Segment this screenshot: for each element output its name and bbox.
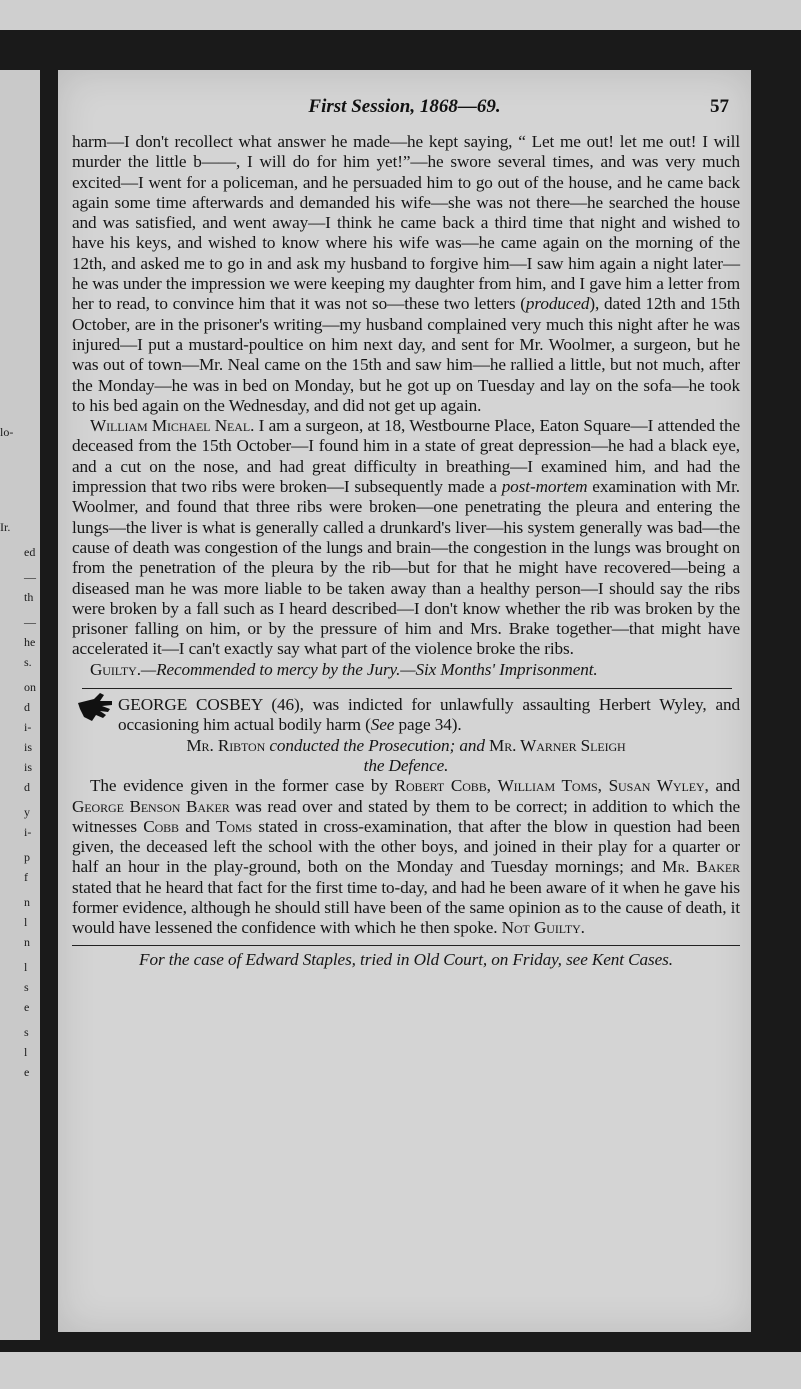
- evidence-paragraph: [72, 776, 740, 938]
- section-divider: [82, 688, 732, 689]
- testimony-text-3: ), dated 12th and 15th October, are in the prisoner's writing—my husband complained very much this night after he was injured—I put a mustard-poultice on him next day, and sent for Mr. Woolmer, a surgeon, but he was out of town—Mr. Neal came on the 15th and saw him—he rallied a little, but not much, after the Monday—he was in bed on Monday, but he got up on Tuesday and lay on the sofa—he took to his bed again on the Wednesday, and did not get up again.: [72, 294, 740, 415]
- footnote-divider: [72, 945, 740, 946]
- testimony-text: harm—I don't recollect what answer he made—he kept saying, “ Let me out! let me out! I will murder the little b——, I will do for him yet!”—he swore several times, and was very much excited—I went for a policeman, and he persuaded him to go out of the house, and he came back again some time afterwards and demanded his wife—she was not there—he searched the house and was satisfied, and went away—I think he came back a third time that night and wished to have his keys, and wished to know where his wife was—he came again on the morning of the 12th, and asked me to go in and ask my husband to forgive him—I saw him again a night later—he was under the impression we were keeping my daughter from him, and I gave him a letter from her to read, to convince him that it was not so—: [72, 132, 740, 314]
- name-cobb: Robert Cobb: [394, 776, 487, 796]
- page-body: [72, 132, 740, 970]
- facing-page-text: y: [24, 805, 30, 819]
- counsel-text: conducted the Prosecution; and: [265, 735, 490, 755]
- name-wyley: Susan Wyley: [608, 776, 705, 796]
- facing-page-text: on: [24, 680, 36, 694]
- facing-page-text: he: [24, 635, 36, 649]
- facing-page-text: ed: [24, 545, 36, 559]
- facing-page-text: d: [24, 700, 30, 714]
- running-head: First Session, 1868—69.: [308, 96, 501, 117]
- facing-page-text: l: [24, 915, 28, 929]
- witness-paragraph: [72, 416, 740, 660]
- document-page: [58, 70, 751, 1332]
- facing-page-text: p: [24, 850, 30, 864]
- facing-page-text: l: [24, 960, 28, 974]
- facing-page-text: is: [24, 760, 33, 774]
- prosecution-counsel: Mr. Ribton: [186, 735, 266, 755]
- facing-page-text: th: [24, 590, 34, 604]
- witness-name: William Michael Neal.: [90, 416, 255, 436]
- case-heading: [72, 695, 740, 736]
- page-header: [58, 96, 751, 120]
- hand-pointer-icon: [76, 691, 116, 723]
- testimony-paragraph: [72, 132, 740, 416]
- page-number: 57: [710, 96, 729, 117]
- testimony-text-2: these two letters (: [404, 294, 526, 314]
- facing-page-text: is: [24, 740, 33, 754]
- facing-page-text: e: [24, 1065, 30, 1079]
- case-heading-end: page 34).: [394, 715, 462, 735]
- separator: ,: [597, 776, 609, 796]
- counsel-line-2: [72, 756, 740, 776]
- facing-page-text: d: [24, 780, 30, 794]
- defence-label: the Defence.: [363, 755, 449, 775]
- facing-page-text: i-: [24, 720, 32, 734]
- name-baker: George Benson Baker: [72, 796, 230, 816]
- see-italic: See: [370, 715, 395, 735]
- evidence-text-3: stated in cross-examination, that after the blow in question had been given, the deceased left the school with the other boys, and joined in their play for a quarter or half an hour in the play-ground, both on the Monday and Tuesday mornings; and: [72, 816, 740, 877]
- facing-page-text: i-: [24, 825, 32, 839]
- post-mortem-italic: post-mortem: [501, 477, 588, 497]
- separator: and: [178, 816, 216, 836]
- facing-page-text: lo-: [0, 425, 14, 439]
- name-cobb-2: Cobb: [143, 816, 179, 836]
- facing-page-fragment: [0, 70, 40, 1340]
- facing-page-text: f: [24, 870, 28, 884]
- evidence-text: The evidence given in the former case by: [90, 776, 395, 796]
- name-toms-2: Toms: [215, 816, 253, 836]
- separator: ,: [486, 776, 498, 796]
- produced-italic: produced: [525, 294, 590, 314]
- witness-text: I am a surgeon, at 18, Westbourne Place, Eaton Square—I attended the deceased from the 15th October—I found him in a state of great depression—he had a black eye, and a cut on the nose, and had great difficulty in breathing—I examined him, and had the impression that two ribs were broken—I subsequently made a: [72, 416, 740, 497]
- facing-page-text: l: [24, 1045, 28, 1059]
- scan-bottom-border: [0, 1352, 801, 1389]
- case-heading-text: GEORGE COSBEY (46), was indicted for unlawfully assaulting Herbert Wyley, and occasioning him actual bodily harm (: [118, 695, 740, 735]
- verdict-guilty: Guilty.: [90, 659, 141, 679]
- name-toms: William Toms: [497, 776, 598, 796]
- defence-counsel: Mr. Warner Sleigh: [489, 735, 626, 755]
- facing-page-text: e: [24, 1000, 30, 1014]
- separator: , and: [704, 776, 740, 796]
- evidence-text-2: was read over and stated by them to be correct; in addition to which the witnesses: [72, 796, 740, 836]
- facing-page-text: s: [24, 980, 29, 994]
- evidence-text-4: stated that he heard that fact for the first time to-day, and had he been aware of it when he gave his former evidence, although he should still have been of the same opinion as to the cause of death, it would have lessened the confidence with which he then spoke.: [72, 877, 740, 938]
- sentence-text: —Recommended to mercy by the Jury.—Six Months' Imprisonment.: [140, 659, 598, 679]
- verdict-line: [72, 660, 740, 680]
- facing-page-text: Ir.: [0, 520, 11, 534]
- facing-page-text: n: [24, 935, 30, 949]
- witness-text-2: examination with Mr. Woolmer, and found that three ribs were broken—one penetrating the pleura and entering the lungs—the liver is what is generally called a drunkard's liver—his system generally was bad—the cause of death was congestion of the lungs and brain—the congestion in the lungs was brought on from the penetration of the pleura by the rib—but for that he might have recovered—being a diseased man he was more liable to be taken away than a healthy person—I should say the ribs were broken by a fall such as I heard described—I don't know whether the rib was broken by the prisoner falling on him, or by the pressure of him and Mrs. Brake together—that might have accelerated it—I can't exactly say what part of the violence broke the ribs.: [72, 477, 740, 659]
- footnote: For the case of Edward Staples, tried in Old Court, on Friday, see Kent Cases.: [139, 949, 673, 969]
- scan-top-border: [0, 0, 801, 30]
- name-baker-2: Mr. Baker: [662, 857, 740, 877]
- facing-page-text: s.: [24, 655, 32, 669]
- facing-page-text: —: [24, 570, 36, 584]
- facing-page-text: s: [24, 1025, 29, 1039]
- counsel-line: [72, 736, 740, 756]
- facing-page-text: —: [24, 615, 36, 629]
- facing-page-text: n: [24, 895, 30, 909]
- verdict-not-guilty: Not Guilty.: [501, 918, 585, 938]
